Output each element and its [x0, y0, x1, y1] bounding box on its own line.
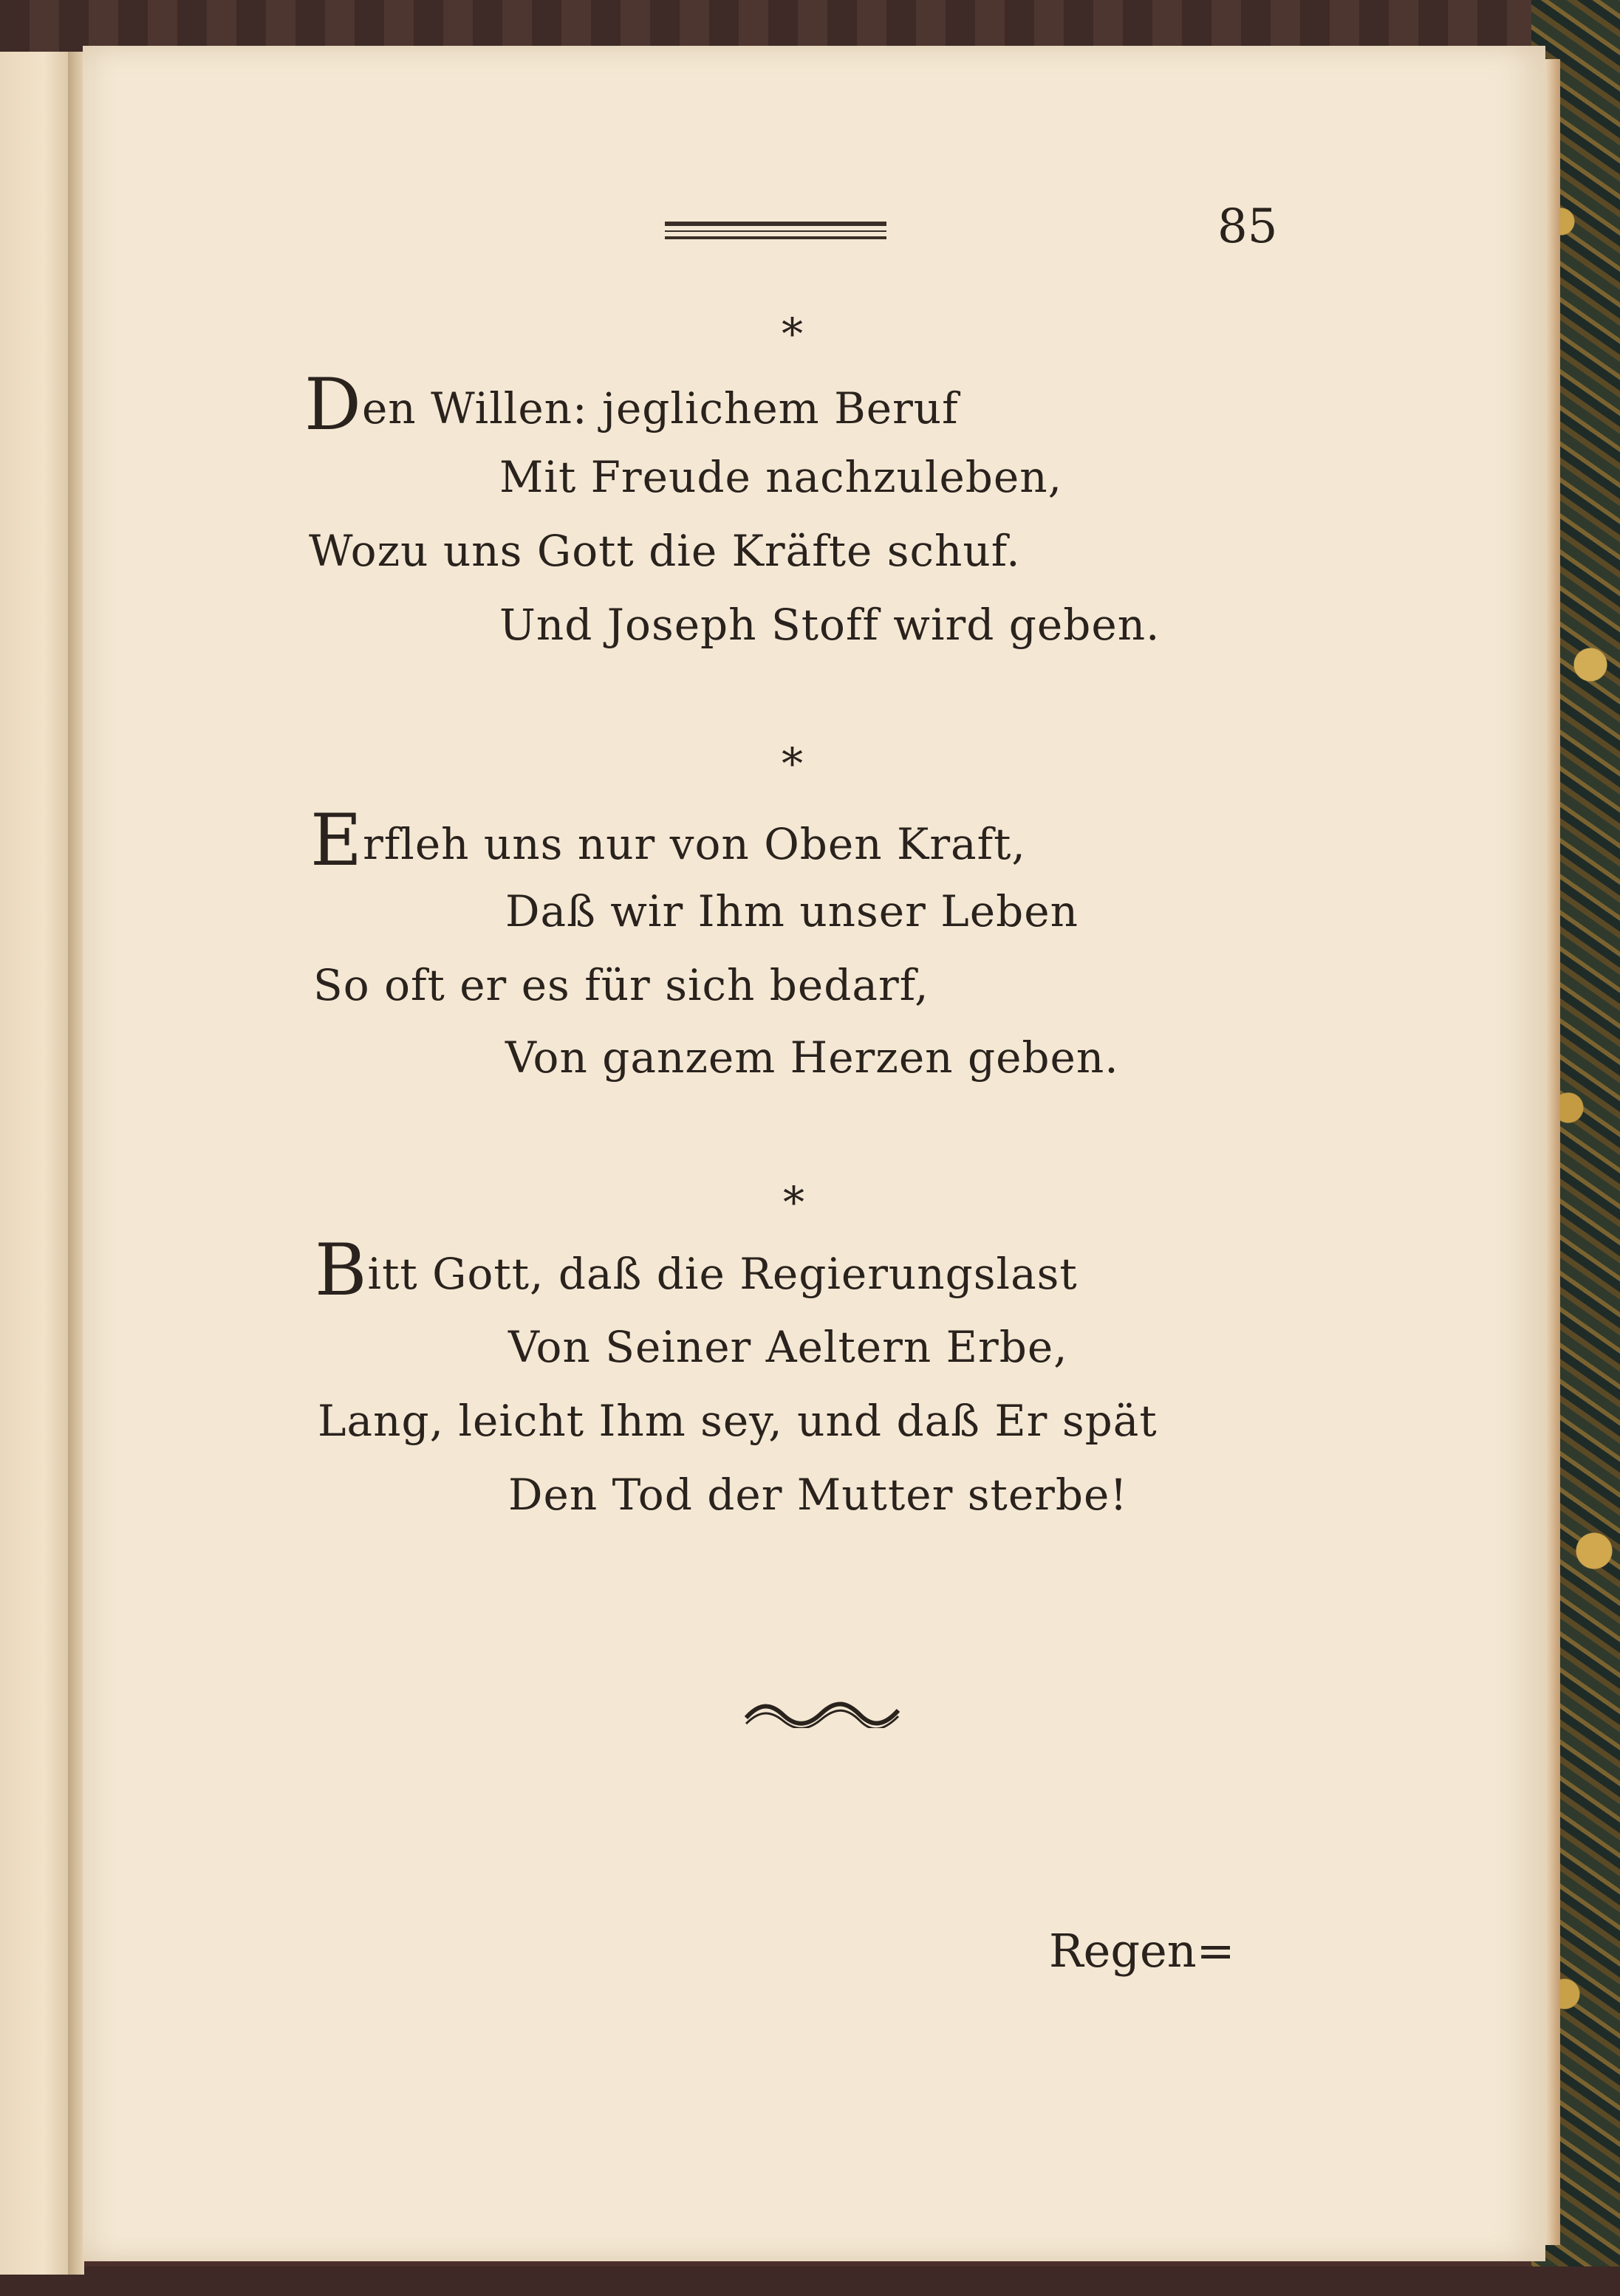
stanza-3-asterisk: * — [783, 1177, 804, 1227]
stanza-2-line-3: So oft er es für sich bedarf, — [313, 960, 929, 1010]
book-cover-bottom — [0, 2266, 1620, 2296]
catchword: Regen= — [1049, 1924, 1235, 1978]
stanza-1-asterisk: * — [782, 309, 803, 359]
stanza-2-asterisk: * — [782, 739, 803, 789]
dropcap: B — [315, 1229, 368, 1312]
wave-ornament — [745, 1699, 900, 1728]
line-text: rfleh uns nur von Oben Kraft, — [363, 819, 1026, 869]
stanza-1-line-1 — [304, 363, 959, 446]
header-rule — [665, 222, 886, 239]
dropcap: D — [304, 363, 362, 446]
line-text: en Willen: jeglichem Beruf — [361, 383, 959, 434]
stanza-2-line-1 — [310, 799, 1026, 882]
stanza-2-line-4: Von ganzem Herzen geben. — [505, 1032, 1119, 1083]
dropcap: E — [310, 799, 363, 882]
stanza-1-line-4: Und Joseph Stoff wird geben. — [499, 600, 1161, 650]
book-gutter — [68, 52, 84, 2275]
facing-page-edge — [0, 52, 74, 2275]
stanza-1-line-2: Mit Freude nachzuleben, — [499, 452, 1063, 502]
stanza-3-line-1 — [315, 1229, 1078, 1312]
line-text: itt Gott, daß die Regierungslast — [367, 1249, 1078, 1299]
stanza-3-line-2: Von Seiner Aeltern Erbe, — [508, 1322, 1068, 1372]
page-number: 85 — [1217, 199, 1278, 254]
page-stack-edge — [1545, 59, 1560, 2245]
stanza-1-line-3: Wozu uns Gott die Kräfte schuf. — [309, 526, 1021, 576]
stanza-3-line-4: Den Tod der Mutter sterbe! — [508, 1470, 1128, 1520]
book-cover-top — [0, 0, 1620, 52]
stanza-2-line-2: Daß wir Ihm unser Leben — [505, 886, 1079, 936]
stanza-3-line-3: Lang, leicht Ihm sey, und daß Er spät — [318, 1396, 1158, 1446]
